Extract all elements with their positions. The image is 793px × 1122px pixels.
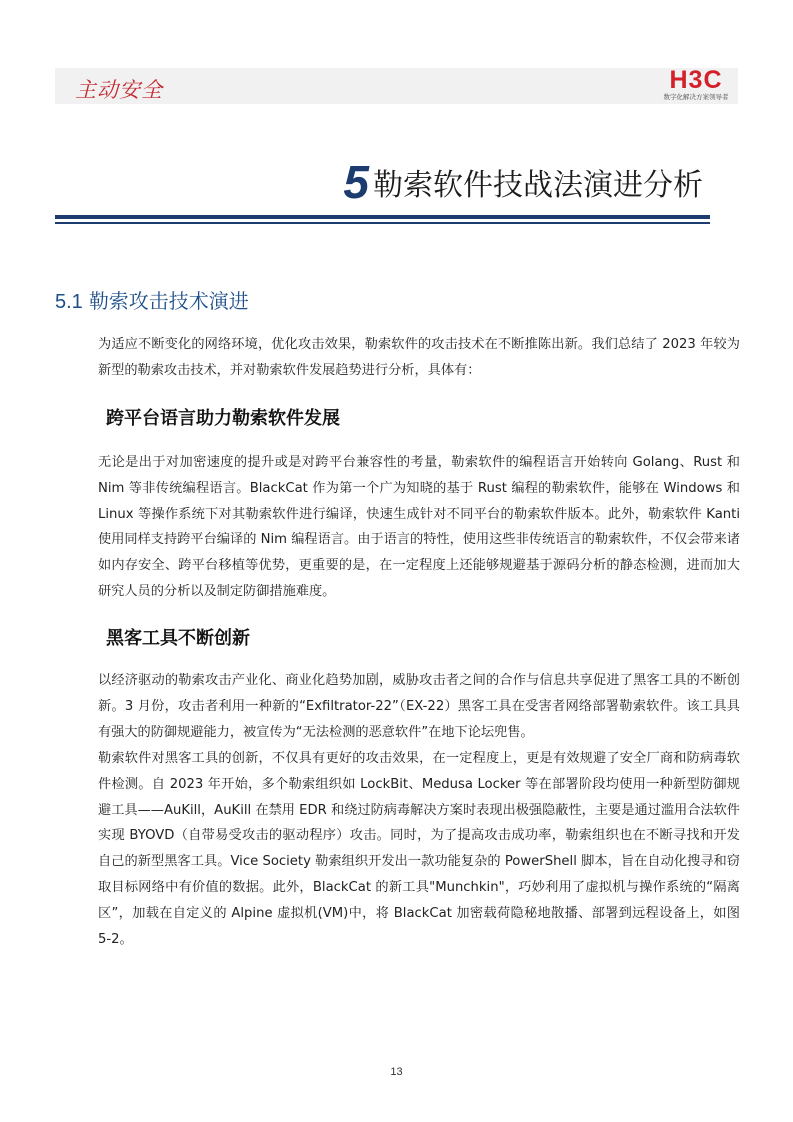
- h3c-logo: [656, 68, 736, 104]
- hacker-tools-paragraph-1: 以经济驱动的勒索攻击产业化、商业化趋势加剧，威胁攻击者之间的合作与信息共享促进了黑客工具的不断创新。3 月份，攻击者利用一种新的“Exfiltrator-22”（EX-22）黑客工具在受害者网络部署勒索软件。该工具具有强大的防御规避能力，被宣传为“无法检测的恶意软件”在地下论坛兜售。: [98, 673, 740, 740]
- chapter-title-text: 勒索软件技战法演进分析: [373, 168, 703, 203]
- page-header: [55, 68, 738, 104]
- header-title: 主动安全: [75, 78, 163, 102]
- hacker-tools-paragraph-2: 勒索软件对黑客工具的创新，不仅具有更好的攻击效果，在一定程度上，更是有效规避了安全厂商和防病毒软件检测。自 2023 年开始，多个勒索组织如 LockBit、Medusa Locker 等在部署阶段均使用一种新型防御规避工具——AuKill，AuKill 在禁用 EDR 和绕过防病毒解决方案时表现出极强隐蔽性，主要是通过滥用合法软件实现 BYOVD（自带易受攻击的驱动程序）攻击。同时，为了提高攻击成功率，勒索组织也在不断寻找和开发自己的新型黑客工具。Vice Society 勒索组织开发出一款功能复杂的 PowerShell 脚本，旨在自动化搜寻和窃取目标网络中有价值的数据。此外，BlackCat 的新工具"Munchkin"，巧妙利用了虚拟机与操作系统的“隔离区”，加载在自定义的 Alpine 虚拟机(VM)中，将 BlackCat 加密载荷隐秘地散播、部署到远程设备上，如图 5-2。: [98, 751, 740, 947]
- subheading-cross-platform: 跨平台语言助力勒索软件发展: [106, 408, 340, 429]
- chapter-title: [343, 155, 703, 209]
- chapter-divider-thick: [55, 215, 710, 219]
- logo-text: H3C: [669, 66, 723, 94]
- page-number: 13: [390, 1066, 403, 1078]
- chapter-number: 5: [343, 156, 369, 208]
- chapter-divider-thin: [55, 222, 710, 224]
- intro-paragraph: 为适应不断变化的网络环境，优化攻击效果，勒索软件的攻击技术在不断推陈出新。我们总结了 2023 年较为新型的勒索攻击技术，并对勒索软件发展趋势进行分析，具体有：: [98, 337, 740, 378]
- section-number: 5.1: [55, 291, 83, 313]
- logo-tagline: 数字化解决方案领导者: [663, 93, 729, 101]
- section-title: 勒索攻击技术演进: [88, 289, 249, 313]
- subheading-hacker-tools: 黑客工具不断创新: [106, 628, 250, 649]
- cross-platform-paragraph: 无论是出于对加密速度的提升或是对跨平台兼容性的考量，勒索软件的编程语言开始转向 Golang、Rust 和 Nim 等非传统编程语言。BlackCat 作为第一个广为知晓的基于 Rust 编程的勒索软件，能够在 Windows 和 Linux 等操作系统下对其勒索软件进行编译，快速生成针对不同平台的勒索软件版本。此外，勒索软件 Kanti 使用同样支持跨平台编译的 Nim 编程语言。由于语言的特性，使用这些非传统语言的勒索软件，不仅会带来诸如内存安全、跨平台移植等优势，更重要的是，在一定程度上还能够规避基于源码分析的静态检测，进而加大研究人员的分析以及制定防御措施难度。: [98, 455, 740, 599]
- section-heading: [55, 285, 249, 314]
